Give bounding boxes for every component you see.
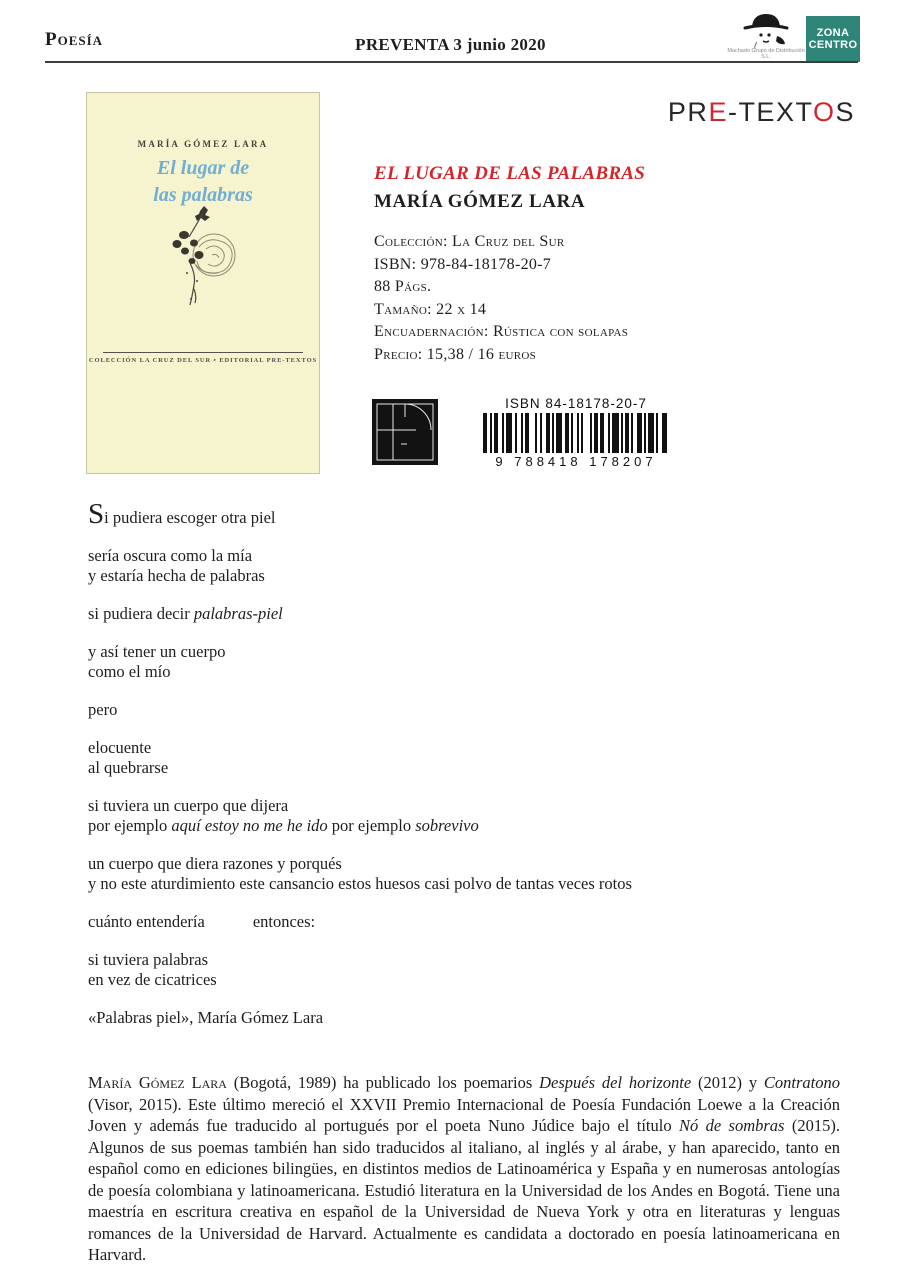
poem-stanza: pero bbox=[88, 700, 118, 719]
poem-stanza: un cuerpo que diera razones y porqués y no este aturdimiento este cansancio estos huesos casi polvo de tantas veces rotos bbox=[88, 854, 632, 893]
isbn-barcode-label: ISBN 84-18178-20-7 bbox=[505, 396, 647, 411]
poem-stanza: cuánto entendería entonces: bbox=[88, 912, 316, 931]
cover-footer-rule bbox=[103, 352, 303, 353]
book-cover bbox=[86, 92, 320, 474]
poem-stanza: si pudiera decir palabras-piel bbox=[88, 604, 283, 623]
book-title: EL LUGAR DE LAS PALABRAS bbox=[374, 163, 646, 184]
cover-title bbox=[87, 155, 319, 209]
isbn-barcode bbox=[478, 396, 674, 469]
poem-stanza: Si pudiera escoger otra piel bbox=[88, 498, 276, 530]
book-detail-line: Precio: 15,38 / 16 euros bbox=[374, 345, 537, 363]
zona-centro-badge bbox=[806, 16, 860, 62]
poem-stanza: si tuviera palabras en vez de cicatrices bbox=[88, 950, 217, 989]
poem-stanza: sería oscura como la mía y estaría hecha de palabras bbox=[88, 546, 265, 585]
book-detail-line: Encuadernación: Rústica con solapas bbox=[374, 323, 629, 340]
book-detail-line: ISBN: 978-84-18178-20-7 bbox=[374, 255, 552, 273]
poem-stanza: y así tener un cuerpo como el mío bbox=[88, 642, 226, 681]
header-divider bbox=[45, 61, 858, 63]
zona-badge-line2: CENTRO bbox=[808, 39, 858, 51]
poem-stanza: elocuente al quebrarse bbox=[88, 738, 169, 777]
author-bio: María Gómez Lara (Bogotá, 1989) ha publicado los poemarios Después del horizonte (2012) y Contratono (Visor, 2015). Este último mereció el XXVII Premio Internacional de Poesía Fundación Loewe a la Creación Joven y además fue traducido al portugués por el poeta Nuno Júdice bajo el título Nó de sombras (2015). Algunos de sus poemas también han sido traducidos al italiano, al inglés y al árabe, y han aparecido, tanto en español como en ediciones bilingües, en distintos medios de Latinoamérica y España y en numerosas antologías de poesía colombiana y latinoamericana. Estudió literatura en la Universidad de los Andes en Bogotá. Tiene una maestría en escritura creativa en español de la Universidad de Nueva York y otra en literaturas y lenguas romances de la Universidad de Harvard. Actualmente es candidata a doctorado en poesía latinoamericana en Harvard. bbox=[88, 1073, 840, 1264]
book-author: MARÍA GÓMEZ LARA bbox=[374, 191, 586, 212]
pretextos-wordmark: PRE-TEXTOS bbox=[667, 97, 855, 127]
flower-illustration bbox=[154, 203, 254, 318]
pretextos-square-logo-icon bbox=[372, 399, 438, 465]
barcode-digits: 9 788418 178207 bbox=[495, 454, 657, 469]
barcode-bars bbox=[478, 413, 674, 453]
poem-excerpt bbox=[88, 498, 848, 1046]
zona-badge-line1: ZONA bbox=[816, 26, 850, 39]
machado-hat-face-icon bbox=[737, 12, 795, 50]
preventa-date-title: PREVENTA 3 junio 2020 bbox=[355, 35, 546, 54]
poem-stanza: «Palabras piel», María Gómez Lara bbox=[88, 1008, 324, 1027]
cover-footer-imprint: COLECCIÓN LA CRUZ DEL SUR • EDITORIAL PRE-TEXTOS bbox=[88, 357, 318, 364]
poem-stanza: si tuviera un cuerpo que dijera por ejemplo aquí estoy no me he ido por ejemplo sobrevivo bbox=[88, 796, 479, 835]
cover-title-line1: El lugar de bbox=[156, 157, 250, 179]
section-label-poesia: Poesía bbox=[45, 29, 104, 50]
cover-author-name: MARÍA GÓMEZ LARA bbox=[137, 139, 269, 149]
book-detail-line: Colección: La Cruz del Sur bbox=[374, 233, 565, 250]
book-detail-line: 88 Págs. bbox=[374, 278, 432, 295]
machado-distributor-caption: Machado Grupo de Distribución S.L. bbox=[727, 48, 805, 60]
cover-title-line2: las palabras bbox=[153, 184, 253, 206]
book-details-list bbox=[374, 231, 628, 366]
book-detail-line: Tamaño: 22 x 14 bbox=[374, 300, 487, 318]
